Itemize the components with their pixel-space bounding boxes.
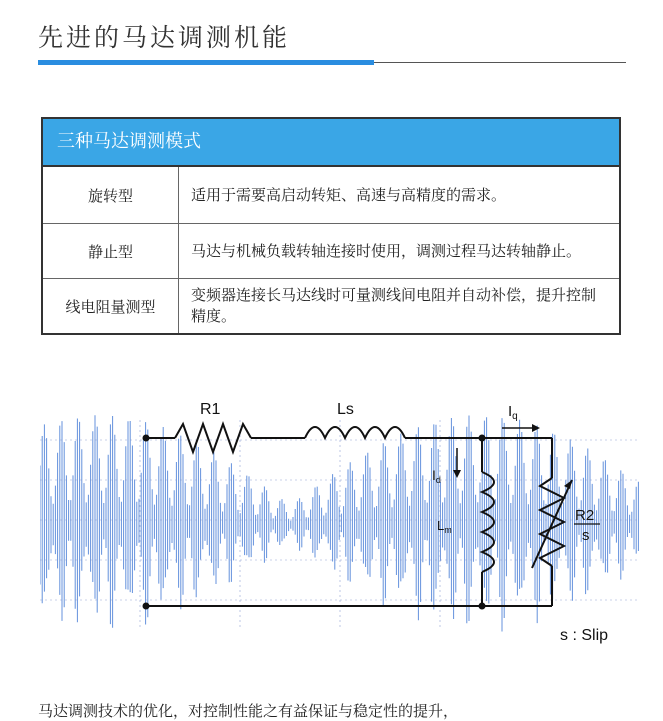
body-text: 马达调测技术的优化，对控制性能之有益保证与稳定性的提升， — [38, 702, 459, 720]
r2-denominator: s — [582, 527, 590, 544]
id-label: $I_d$ — [432, 467, 441, 485]
waveform-path — [40, 415, 638, 631]
heading-underline-accent — [38, 60, 374, 65]
r1-label: R1 — [200, 401, 221, 418]
mode-description: 马达与机械负载转轴连接时使用，调测过程马达转轴静止。 — [191, 241, 582, 260]
mode-description: 适用于需要高启动转矩、高速与高精度的需求。 — [191, 185, 507, 204]
mode-description: 变频器连接长马达线时可量测线间电阻并自动补偿，提升控制精度。 — [191, 286, 597, 325]
motor-equivalent-circuit — [40, 390, 640, 652]
current-arrows — [453, 424, 540, 478]
table-row — [43, 224, 619, 279]
waveform-background — [40, 415, 638, 631]
r2-numerator: R2 — [575, 507, 595, 524]
slip-note: s : Slip — [560, 627, 609, 644]
table-row — [43, 279, 619, 333]
iq-label: $I_q$ — [508, 403, 518, 422]
tuning-modes-table — [41, 117, 621, 335]
mode-name: 线电阻量测型 — [43, 279, 179, 333]
lm-label: $L_m$ — [437, 518, 452, 535]
mode-name: 静止型 — [43, 224, 179, 278]
ls-label: Ls — [337, 401, 354, 418]
table-title: 三种马达调测模式 — [43, 119, 619, 167]
page-heading: 先进的马达调测机能 — [38, 23, 291, 52]
table-row — [43, 167, 619, 224]
mode-name: 旋转型 — [43, 167, 179, 223]
